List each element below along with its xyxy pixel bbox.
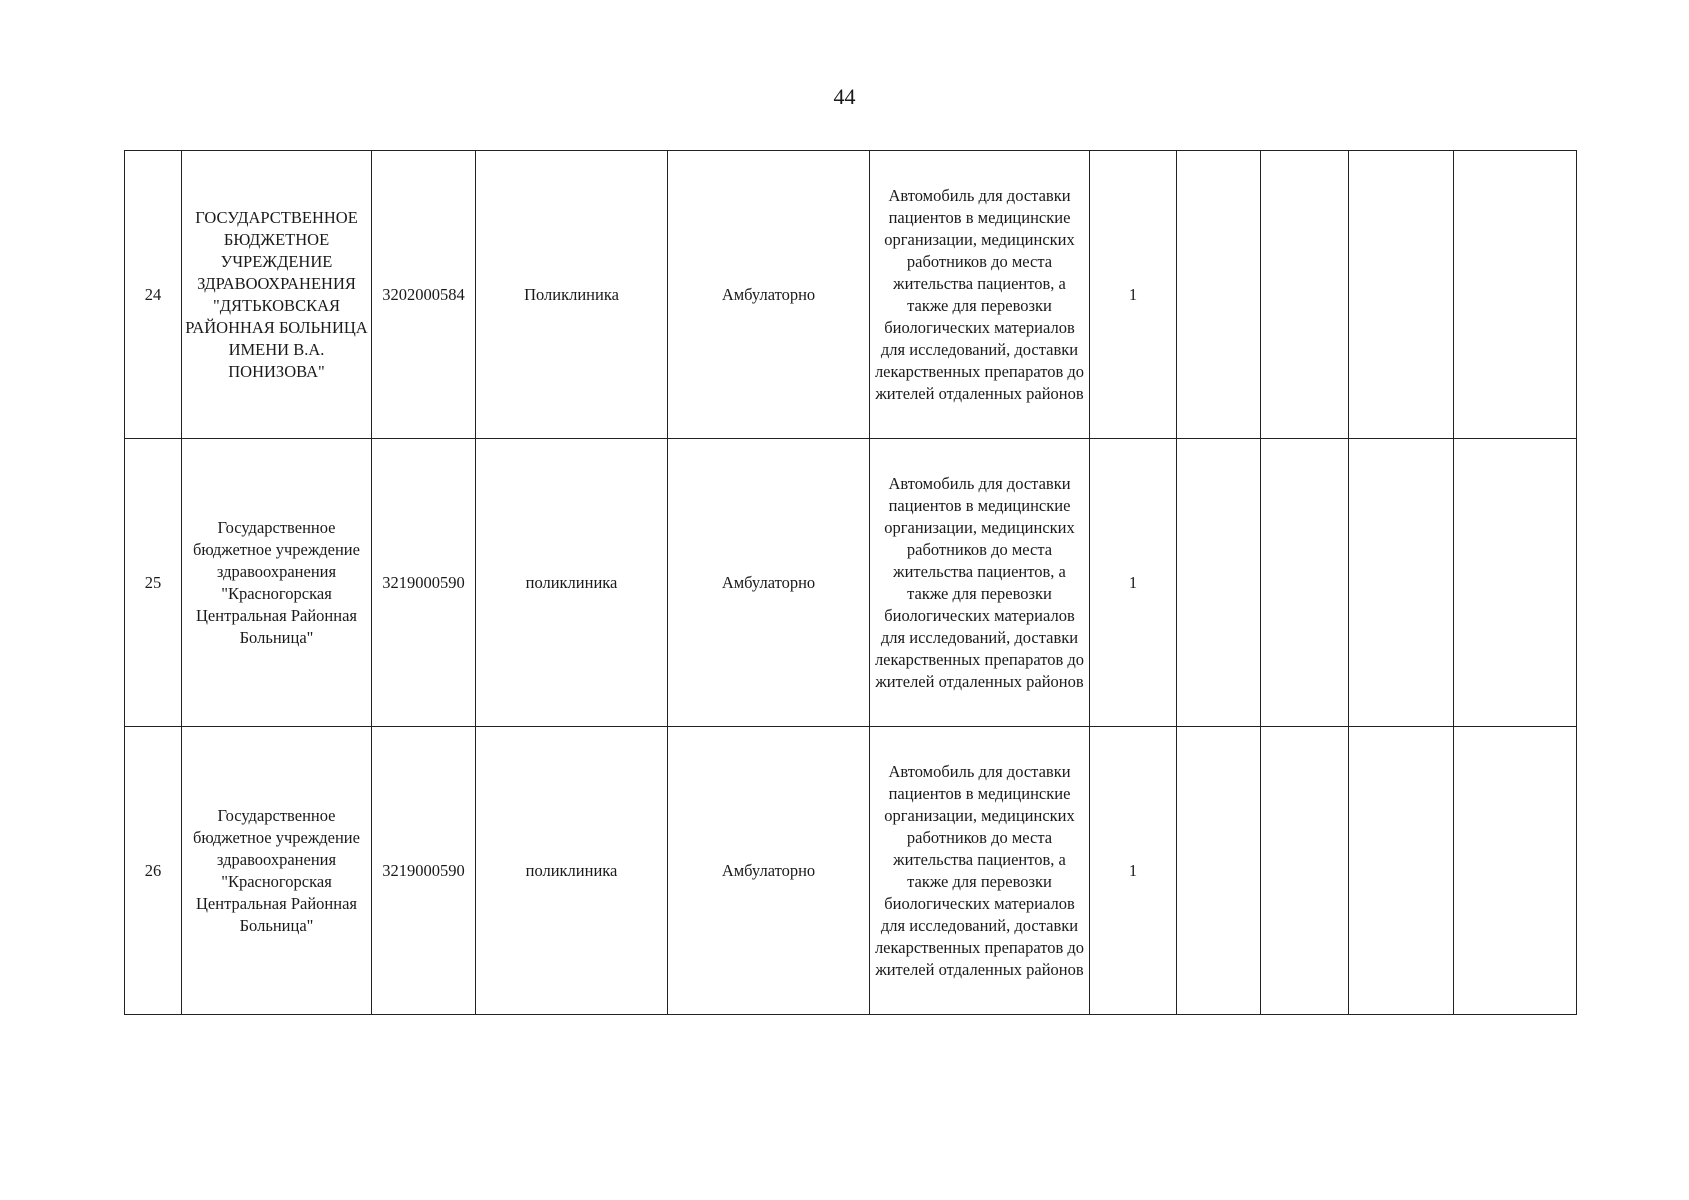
table-row xyxy=(125,727,1577,1015)
row-number: 24 xyxy=(125,151,182,439)
table-row xyxy=(125,439,1577,727)
organization-code: 3219000590 xyxy=(372,727,476,1015)
empty-cell xyxy=(1261,439,1349,727)
organization-name: Государственное бюджетное учреждение здравоохранения "Красногорская Центральная Районная Больница" xyxy=(182,727,372,1015)
facility-type: поликлиника xyxy=(476,727,668,1015)
organization-name: ГОСУДАРСТВЕННОЕ БЮДЖЕТНОЕ УЧРЕЖДЕНИЕ ЗДРАВООХРАНЕНИЯ "ДЯТЬКОВСКАЯ РАЙОННАЯ БОЛЬНИЦА ИМЕНИ В.А. ПОНИЗОВА" xyxy=(182,151,372,439)
care-type: Амбулаторно xyxy=(668,727,870,1015)
empty-cell xyxy=(1177,727,1261,1015)
quantity: 1 xyxy=(1090,439,1177,727)
care-type: Амбулаторно xyxy=(668,439,870,727)
organization-name: Государственное бюджетное учреждение здравоохранения "Красногорская Центральная Районная Больница" xyxy=(182,439,372,727)
facility-type: Поликлиника xyxy=(476,151,668,439)
empty-cell xyxy=(1349,151,1454,439)
organization-code: 3219000590 xyxy=(372,439,476,727)
empty-cell xyxy=(1177,439,1261,727)
quantity: 1 xyxy=(1090,151,1177,439)
empty-cell xyxy=(1349,439,1454,727)
empty-cell xyxy=(1177,151,1261,439)
empty-cell xyxy=(1349,727,1454,1015)
data-table xyxy=(124,150,1577,1015)
row-number: 25 xyxy=(125,439,182,727)
empty-cell xyxy=(1261,151,1349,439)
empty-cell xyxy=(1261,727,1349,1015)
organization-code: 3202000584 xyxy=(372,151,476,439)
vehicle-description: Автомобиль для доставки пациентов в медицинские организации, медицинских работников до места жительства пациентов, а также для перевозки биологических материалов для исследований, доставки лекарственных препаратов до жителей отдаленных районов xyxy=(870,151,1090,439)
care-type: Амбулаторно xyxy=(668,151,870,439)
table-row xyxy=(125,151,1577,439)
page-number: 44 xyxy=(833,84,856,109)
row-number: 26 xyxy=(125,727,182,1015)
quantity: 1 xyxy=(1090,727,1177,1015)
empty-cell xyxy=(1454,439,1577,727)
empty-cell xyxy=(1454,727,1577,1015)
facility-type: поликлиника xyxy=(476,439,668,727)
vehicle-description: Автомобиль для доставки пациентов в медицинские организации, медицинских работников до места жительства пациентов, а также для перевозки биологических материалов для исследований, доставки лекарственных препаратов до жителей отдаленных районов xyxy=(870,439,1090,727)
vehicle-description: Автомобиль для доставки пациентов в медицинские организации, медицинских работников до места жительства пациентов, а также для перевозки биологических материалов для исследований, доставки лекарственных препаратов до жителей отдаленных районов xyxy=(870,727,1090,1015)
empty-cell xyxy=(1454,151,1577,439)
